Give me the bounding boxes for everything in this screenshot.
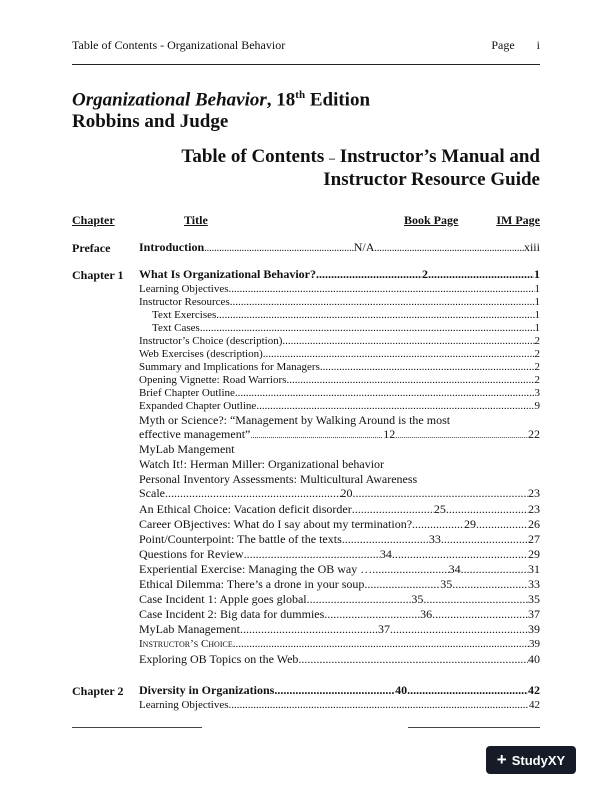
toc-book-page: 37 <box>377 622 390 636</box>
page-header <box>72 38 540 53</box>
toc-entry-title: Opening Vignette: Road Warriors <box>139 374 287 386</box>
toc-row[interactable] <box>139 699 540 712</box>
toc-entry-title: Scale <box>139 486 165 500</box>
toc-row[interactable] <box>139 387 540 400</box>
book-name: Organizational Behavior <box>72 89 267 111</box>
toc-entry-title: Text Cases <box>152 322 200 334</box>
toc-im-page: 3 <box>534 387 540 399</box>
toc-entry-title: Diversity in Organizations <box>139 683 275 697</box>
chapter-2-label: Chapter 2 <box>72 684 124 698</box>
toc-title <box>181 146 540 191</box>
toc-title-line2: Instructor Resource Guide <box>323 169 540 190</box>
toc-entry-title: Web Exercises (description) <box>139 348 263 360</box>
toc-entry-title: Experiential Exercise: Managing the OB way …... <box>139 562 382 576</box>
watch-it-label: Watch It!: Herman Miller: Organizational behavior <box>139 457 385 471</box>
toc-book-page: 2 <box>422 267 428 281</box>
toc-entry-title: Ethical Dilemma: There’s a drone in your soup <box>139 577 365 591</box>
myth-title-line1: Myth or Science?: “Management by Walking Around is the most <box>139 413 451 427</box>
toc-entry-title: Case Incident 2: Big data for dummies <box>139 607 325 621</box>
toc-book-page: N/A <box>353 240 375 254</box>
toc-book-page: 35 <box>440 577 453 591</box>
toc-row[interactable] <box>139 578 540 591</box>
book-authors: Robbins and Judge <box>72 111 229 133</box>
toc-book-page: 34 <box>448 562 461 576</box>
toc-row[interactable] <box>152 322 540 335</box>
toc-row[interactable] <box>139 348 540 361</box>
toc-row-chapter-1[interactable] <box>139 268 540 281</box>
toc-book-page: 35 <box>411 592 424 606</box>
toc-book-page: 29 <box>464 517 477 531</box>
toc-im-page: xiii <box>523 240 540 254</box>
toc-im-page: 42 <box>527 683 540 697</box>
toc-im-page: 1 <box>534 296 540 308</box>
edition-label: Edition <box>305 89 371 111</box>
toc-im-page: 37 <box>527 607 540 621</box>
toc-row[interactable] <box>139 374 540 387</box>
footer-rule-left <box>72 727 202 728</box>
toc-im-page: 9 <box>534 400 540 412</box>
toc-row[interactable] <box>139 608 540 621</box>
toc-book-page: 36 <box>420 607 433 621</box>
toc-im-page: 23 <box>528 502 540 516</box>
toc-row[interactable] <box>139 361 540 374</box>
toc-im-page: 39 <box>529 638 540 650</box>
toc-row[interactable] <box>139 400 540 413</box>
toc-row[interactable] <box>152 309 540 322</box>
header-page <box>469 38 540 53</box>
toc-row-chapter-2[interactable] <box>139 684 540 697</box>
toc-row[interactable] <box>139 653 540 666</box>
toc-book-page: 25 <box>433 502 446 516</box>
toc-entry-title: Learning Objectives <box>139 283 229 295</box>
column-book-page: Book Page <box>404 213 459 227</box>
toc-entry-title: What Is Organizational Behavior? <box>139 267 317 281</box>
toc-entry-title: Instructor’s Choice <box>139 638 233 650</box>
column-chapter: Chapter <box>72 213 115 227</box>
toc-im-page: 2 <box>534 361 540 373</box>
toc-entry-title: Exploring OB Topics on the Web <box>139 652 299 666</box>
toc-row[interactable] <box>139 593 540 606</box>
toc-entry-title: Career OBjectives: What do I say about my termination? <box>139 517 413 531</box>
toc-entry-title: Instructor Resources <box>139 296 230 308</box>
toc-entry-title: MyLab Management <box>139 622 240 636</box>
toc-im-page: 40 <box>528 652 540 666</box>
toc-row[interactable] <box>139 518 540 531</box>
header-rule <box>72 64 540 65</box>
toc-im-page: 1 <box>534 283 540 295</box>
toc-entry-title: Text Exercises <box>152 309 217 321</box>
toc-book-page: 34 <box>379 547 392 561</box>
toc-row[interactable] <box>139 296 540 309</box>
toc-row[interactable] <box>139 533 540 546</box>
edition-number: , 18 <box>266 89 296 111</box>
toc-im-page: 23 <box>528 486 540 500</box>
toc-entry-title: Learning Objectives <box>139 699 229 711</box>
toc-entry-title: Instructor’s Choice (description) <box>139 335 283 347</box>
studyxy-logo[interactable] <box>486 746 576 774</box>
toc-title-dash: – <box>329 151 336 165</box>
toc-im-page: 26 <box>528 517 540 531</box>
book-title <box>72 84 370 133</box>
toc-im-page: 22 <box>527 427 540 441</box>
toc-row-myth[interactable] <box>139 428 540 442</box>
toc-title-part2: Instructor’s Manual and <box>335 146 540 167</box>
toc-row[interactable] <box>139 638 540 651</box>
toc-row-pia[interactable] <box>139 487 540 500</box>
toc-row[interactable] <box>139 563 540 576</box>
toc-book-page: 40 <box>395 683 408 697</box>
toc-title-part1: Table of Contents <box>181 146 330 167</box>
toc-book-page: 33 <box>428 532 441 546</box>
chapter-1-label: Chapter 1 <box>72 268 124 282</box>
toc-entry-title: Summary and Implications for Managers <box>139 361 320 373</box>
toc-row[interactable] <box>139 283 540 296</box>
header-page-number: i <box>536 38 540 52</box>
toc-book-page: 20 <box>340 486 353 500</box>
preface-label: Preface <box>72 241 111 255</box>
toc-im-page: 29 <box>528 547 540 561</box>
toc-im-page: 33 <box>527 577 540 591</box>
mylab-label: MyLab Mangement <box>139 442 235 456</box>
toc-entry-title: Case Incident 1: Apple goes global <box>139 592 307 606</box>
edition-superscript: th <box>295 89 306 101</box>
toc-im-page: 1 <box>533 267 540 281</box>
toc-entry-title: Introduction <box>139 240 205 254</box>
toc-im-page: 2 <box>534 335 540 347</box>
toc-im-page: 1 <box>534 309 540 321</box>
toc-row[interactable] <box>139 548 540 561</box>
column-im-page: IM Page <box>496 213 540 227</box>
toc-entry-title: An Ethical Choice: Vacation deficit disorder <box>139 502 352 516</box>
toc-im-page: 31 <box>527 562 540 576</box>
toc-im-page: 39 <box>528 622 540 636</box>
toc-entry-title: Questions for Review <box>139 547 244 561</box>
toc-im-page: 35 <box>527 592 540 606</box>
toc-im-page: 27 <box>527 532 540 546</box>
toc-row[interactable] <box>139 503 540 516</box>
toc-book-page: 12 <box>383 427 396 441</box>
logo-text: StudyXY <box>511 752 566 768</box>
column-title: Title <box>184 213 208 227</box>
toc-row[interactable] <box>139 623 540 636</box>
plus-icon: + <box>496 750 507 769</box>
toc-im-page: 2 <box>534 374 540 386</box>
footer-rule-right <box>408 727 540 728</box>
toc-entry-title: effective management” <box>139 427 251 441</box>
header-title: Table of Contents - Organizational Behavior <box>72 38 286 52</box>
toc-im-page: 42 <box>529 699 540 711</box>
toc-im-page: 2 <box>534 348 540 360</box>
toc-row-preface[interactable] <box>139 241 540 255</box>
toc-entry-title: Brief Chapter Outline <box>139 387 235 399</box>
pia-title-line1: Personal Inventory Assessments: Multicultural Awareness <box>139 472 418 486</box>
toc-im-page: 1 <box>534 322 540 334</box>
toc-entry-title: Point/Counterpoint: The battle of the texts <box>139 532 342 546</box>
toc-row[interactable] <box>139 335 540 348</box>
header-page-label: Page <box>491 38 515 52</box>
toc-entry-title: Expanded Chapter Outline <box>139 400 257 412</box>
